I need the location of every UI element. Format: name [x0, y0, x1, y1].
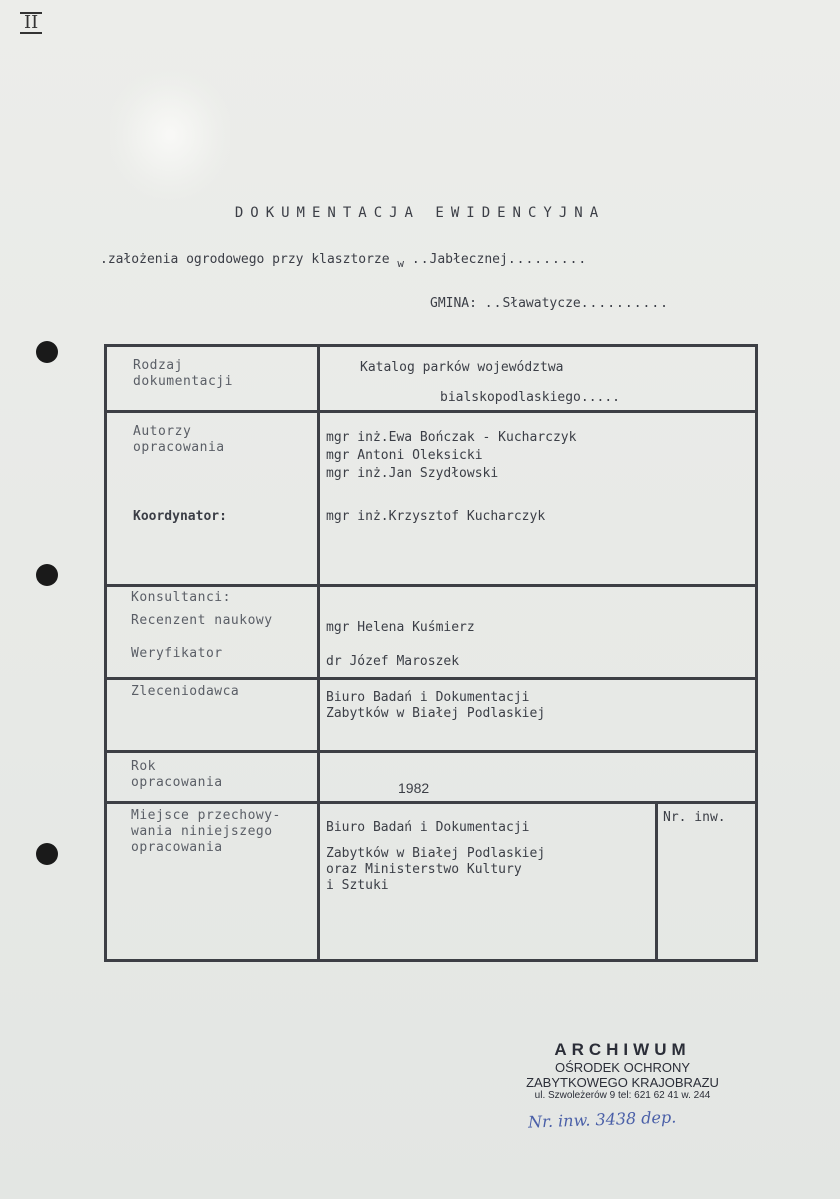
koordynator-label: Koordynator:: [133, 509, 227, 524]
autor-name-2: mgr Antoni Oleksicki: [326, 448, 483, 463]
subject-w: w: [397, 257, 405, 270]
column-divider: [655, 801, 658, 962]
column-divider: [317, 344, 320, 962]
weryfikator-name: dr Józef Maroszek: [326, 654, 460, 669]
row-divider: [104, 750, 758, 753]
punch-hole: [36, 843, 58, 865]
row-divider: [104, 410, 758, 413]
recenzent-label: Recenzent naukowy: [131, 613, 273, 628]
handwritten-inventory-note: Nr. inw. 3438 dep.: [527, 1107, 677, 1132]
subject-dots-trailing: .........: [507, 252, 588, 267]
weryfikator-label: Weryfikator: [131, 646, 223, 661]
punch-hole: [36, 341, 58, 363]
recenzent-name: mgr Helena Kuśmierz: [326, 620, 475, 635]
autorzy-label: Autorzy opracowania: [133, 424, 225, 455]
document-heading: DOKUMENTACJA EWIDENCYJNA: [234, 205, 606, 221]
subject-place: Jabłecznej: [429, 252, 508, 267]
stamp-line2: OŚRODEK OCHRONY: [554, 1060, 691, 1075]
gmina-value: Sławatycze: [502, 296, 581, 311]
subject-prefix: .założenia ogrodowego przy klasztorze: [100, 252, 390, 267]
koordynator-name: mgr inż.Krzysztof Kucharczyk: [326, 509, 546, 524]
autor-name-1: mgr inż.Ewa Bończak - Kucharczyk: [326, 430, 577, 445]
gmina-line: [430, 296, 669, 311]
rodzaj-value-line1: Katalog parków województwa: [360, 360, 564, 375]
zleceniodawca-value: Biuro Badań i Dokumentacji Zabytków w Białej Podlaskiej: [326, 690, 546, 721]
subject-dots: ..: [411, 252, 430, 267]
miejsce-value-line1: Biuro Badań i Dokumentacji: [326, 820, 530, 835]
nr-inw-label: Nr. inw.: [663, 810, 726, 825]
archive-stamp: [515, 1040, 730, 1101]
miejsce-value-rest: Zabytków w Białej Podlaskiej oraz Ministerstwo Kultury i Sztuki: [326, 846, 546, 893]
rodzaj-value-line2: bialskopodlaskiego.....: [440, 390, 621, 405]
paper-stain: [110, 70, 230, 200]
subject-line: [100, 252, 588, 270]
punch-hole: [36, 564, 58, 586]
autor-name-3: mgr inż.Jan Szydłowski: [326, 466, 499, 481]
gmina-dots-trailing: ..........: [580, 296, 670, 311]
row-divider: [104, 677, 758, 680]
rok-label: Rok opracowania: [131, 759, 223, 790]
gmina-dots: ..: [484, 296, 503, 311]
rok-value: 1982: [398, 780, 430, 796]
rodzaj-label: Rodzaj dokumentacji: [133, 358, 233, 389]
row-divider: [104, 801, 758, 804]
miejsce-label: Miejsce przechowy- wania niniejszego opracowania: [131, 808, 281, 855]
row-divider: [104, 584, 758, 587]
gmina-label: GMINA:: [430, 296, 477, 311]
zleceniodawca-label: Zleceniodawca: [131, 684, 240, 699]
stamp-line4: ul. Szwoleżerów 9 tel: 621 62 41 w. 244: [534, 1090, 711, 1101]
stamp-line3: ZABYTKOWEGO KRAJOBRAZU: [526, 1075, 719, 1090]
konsultanci-label: Konsultanci:: [131, 590, 231, 605]
stamp-title: ARCHIWUM: [554, 1040, 691, 1059]
page-mark: II: [20, 12, 42, 34]
